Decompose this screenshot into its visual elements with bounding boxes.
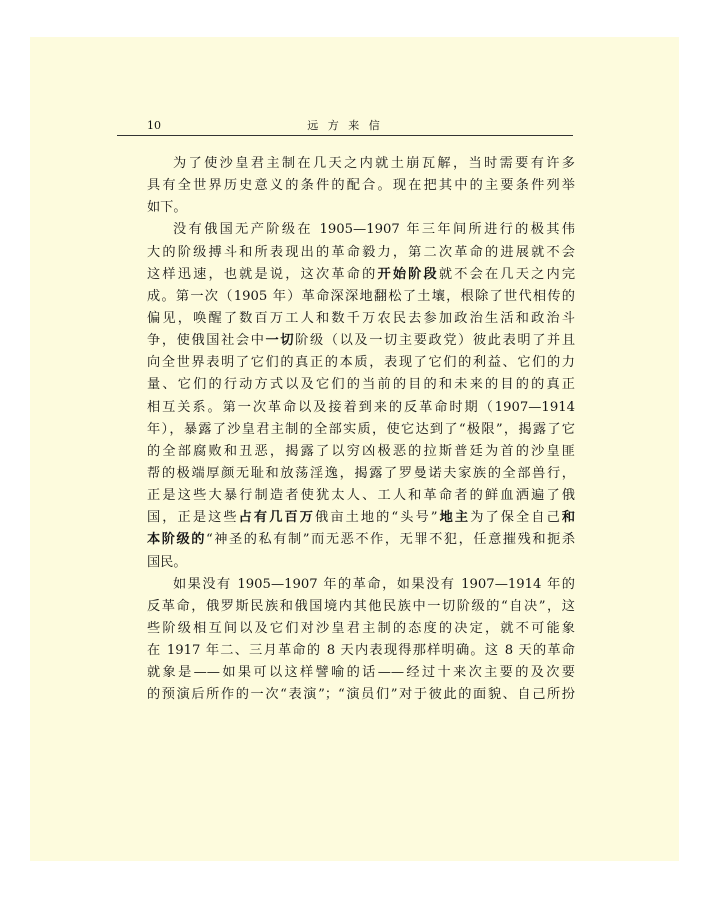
emphasis-text: 一切 [265, 333, 296, 349]
text-line: 这样迅速，也就是说，这次革命的开始阶段就不会在几天之内完 [147, 266, 575, 282]
text-line: 本阶级的“神圣的私有制”而无恶不作，无罪不犯，任意摧残和扼杀 [147, 532, 575, 548]
text-line: 就象是——如果可以这样譬喻的话——经过十来次主要的及次要 [147, 665, 575, 681]
text-line: 些阶级相互间以及它们对沙皇君主制的态度的决定，就不可能象 [147, 620, 575, 636]
text-line: 在 1917 年二、三月革命的 8 天内表现得那样明确。这 8 天的革命 [147, 643, 575, 659]
text-line: 为了使沙皇君主制在几天之内就土崩瓦解，当时需要有许多 [173, 156, 575, 171]
text-line: 大的阶级搏斗和所表现出的革命毅力，第二次革命的进展就不会 [147, 244, 575, 260]
text-line: 国，正是这些占有几百万俄亩土地的“头号”地主为了保全自己和 [147, 510, 575, 526]
paragraph-1 [147, 153, 575, 219]
emphasis-text: 本阶级的 [147, 532, 206, 548]
body-text [147, 153, 575, 707]
paragraph-3 [147, 574, 575, 707]
emphasis-text: 和 [561, 510, 575, 526]
text-line: 向全世界表明了它们的真正的本质，表现了它们的利益、它们的力 [147, 355, 575, 371]
text-line: 帮的极端厚颜无耻和放荡淫逸，揭露了罗曼诺夫家族的全部兽行， [147, 465, 575, 481]
text-line: 的预演后所作的一次“表演”；“演员们”对于彼此的面貌、自己所扮 [147, 687, 575, 703]
text-line: 国民。 [147, 554, 187, 570]
paragraph-2 [147, 219, 575, 573]
page-header [117, 113, 573, 136]
text-line: 具有全世界历史意义的条件的配合。现在把其中的主要条件列举 [147, 178, 575, 194]
text-line: 量、它们的行动方式以及它们的当前的目的和未来的目的的真正 [147, 377, 575, 393]
text-line: 成。第一次（1905 年）革命深深地翻松了土壤，根除了世代相传的 [147, 288, 575, 304]
text-line: 的全部腐败和丑恶，揭露了以穷凶极恶的拉斯普廷为首的沙皇匪 [147, 443, 575, 459]
text-line: 正是这些大暴行制造者使犹太人、工人和革命者的鲜血洒遍了俄 [147, 488, 575, 504]
text-line: 如下。 [147, 200, 187, 216]
emphasis-text: 地主 [437, 510, 471, 526]
text-line: 相互关系。第一次革命以及接着到来的反革命时期（1907—1914 [147, 399, 575, 415]
emphasis-text: 占有几百万 [238, 510, 316, 526]
text-line: 没有俄国无产阶级在 1905—1907 年三年间所进行的极其伟 [173, 222, 575, 238]
page-number: 10 [147, 119, 161, 132]
emphasis-text: 开始阶段 [377, 266, 439, 282]
text-line: 如果没有 1905—1907 年的革命，如果没有 1907—1914 年的 [173, 576, 575, 592]
running-title: 远 方 来 信 [307, 119, 383, 132]
text-line: 争，使俄国社会中一切阶级（以及一切主要政党）彼此表明了并且 [147, 333, 575, 349]
text-line: 年），暴露了沙皇君主制的全部实质，使它达到了“极限”，揭露了它 [147, 421, 575, 437]
text-line: 反革命，俄罗斯民族和俄国境内其他民族中一切阶级的“自决”，这 [147, 598, 575, 614]
text-line: 偏见，唤醒了数百万工人和数千万农民去参加政治生活和政治斗 [147, 310, 575, 326]
